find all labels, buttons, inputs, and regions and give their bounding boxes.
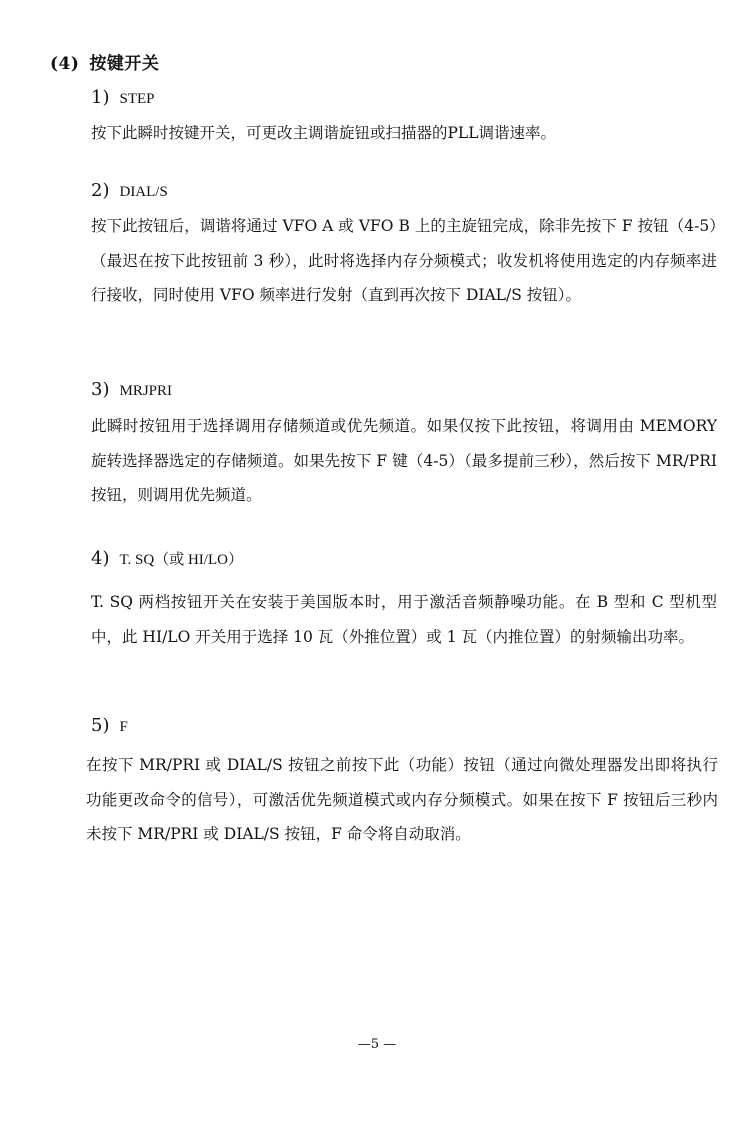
item-title-tsq bbox=[91, 548, 243, 569]
item-label: STEP bbox=[119, 91, 155, 107]
item-index: 2) bbox=[91, 180, 110, 201]
item-index: 3) bbox=[91, 379, 110, 400]
item-text-tsq: T. SQ 两档按钮开关在安装于美国版本时，用于激活音频静噪功能。在 B 型和 C 型机型中，此 HI/LO 开关用于选择 10 瓦（外推位置）或 1 瓦（内推位置）的射频输出功率。 bbox=[91, 593, 717, 646]
item-title-mrjpri bbox=[91, 379, 172, 400]
item-text-dial-s: 按下此按钮后，调谐将通过 VFO A 或 VFO B 上的主旋钮完成，除非先按下 F 按钮（4-5）（最迟在按下此按钮前 3 秒），此时将选择内存分频模式；收发机将使用选定的内存频率进行接收，同时使用 VFO 频率进行发射（直到再次按下 DIAL/S 按钮）。 bbox=[91, 217, 717, 304]
item-index: 5) bbox=[91, 715, 110, 736]
item-label: DIAL/S bbox=[119, 184, 168, 200]
item-text-mrjpri: 此瞬时按钮用于选择调用存储频道或优先频道。如果仅按下此按钮，将调用由 MEMORY 旋转选择器选定的存储频道。如果先按下 F 键（4-5）（最多提前三秒），然后按下 MR/PRI 按钮，则调用优先频道。 bbox=[91, 417, 717, 504]
page-number: —5 — bbox=[357, 1037, 397, 1052]
item-label: T. SQ（或 HI/LO） bbox=[119, 552, 243, 568]
item-title-dial-s bbox=[91, 180, 168, 201]
item-title-step bbox=[91, 87, 155, 108]
item-text-step: 按下此瞬时按键开关，可更改主调谐旋钮或扫描器的PLL调谐速率。 bbox=[91, 124, 557, 142]
item-label: F bbox=[119, 719, 128, 735]
section-title: 按键开关 bbox=[89, 54, 160, 74]
item-title-f bbox=[91, 715, 128, 736]
section-heading bbox=[50, 49, 159, 74]
item-text-f: 在按下 MR/PRI 或 DIAL/S 按钮之前按下此（功能）按钮（通过向微处理器发出即将执行功能更改命令的信号），可激活优先频道模式或内存分频模式。如果在按下 F 按钮后三秒内未按下 MR/PRI 或 DIAL/S 按钮，F 命令将自动取消。 bbox=[86, 756, 718, 843]
item-index: 1) bbox=[91, 87, 110, 108]
item-index: 4) bbox=[91, 548, 110, 569]
section-number: (4) bbox=[50, 54, 80, 74]
item-label: MRJPRI bbox=[119, 383, 173, 399]
